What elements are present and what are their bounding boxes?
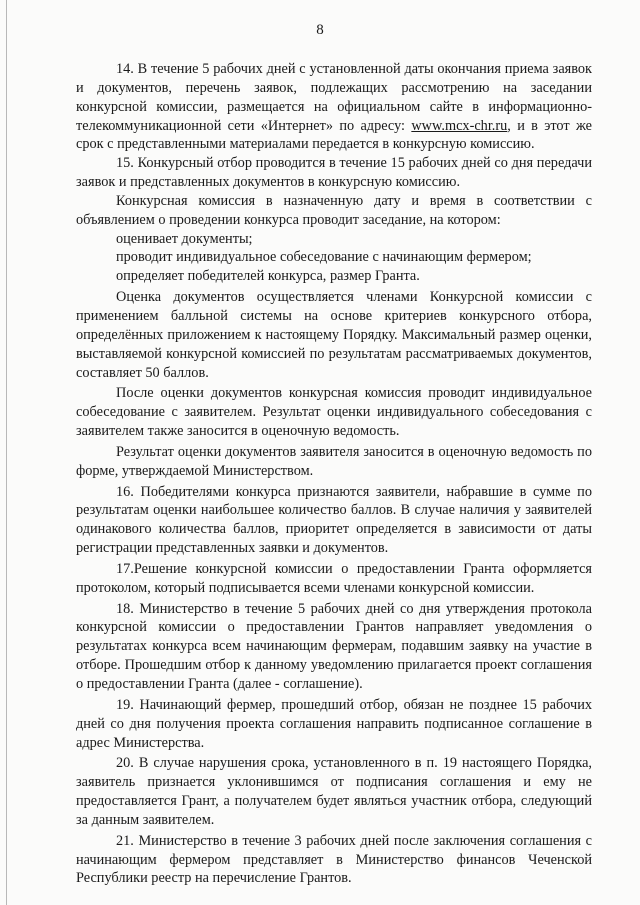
scan-edge bbox=[6, 0, 7, 905]
paragraph-14: 14. В течение 5 рабочих дней с установленной даты окончания приема заявок и документов, перечень заявок, подлежащих рассмотрению на заседании конкурсной комиссии, размещается на официальном сайте в информационно-телекоммуникационной сети «Интернет» по адресу: www.mcx-chr.ru, и в этот же срок с представленными материалами передается в конкурсную комиссию. bbox=[76, 61, 592, 153]
paragraph-interview: После оценки документов конкурсная комиссия проводит индивидуальное собеседование с заявителем. Результат оценки индивидуального собеседования с заявителем также заносится в оценочную ведомость. bbox=[76, 385, 592, 440]
document-body bbox=[76, 60, 592, 888]
paragraph-17: 17.Решение конкурсной комиссии о предоставлении Гранта оформляется протоколом, который подписывается всеми членами конкурсной комиссии. bbox=[76, 560, 592, 596]
page-number: 8 bbox=[316, 22, 324, 38]
paragraph-18: 18. Министерство в течение 5 рабочих дней со дня утверждения протокола конкурсной комиссии о предоставлении Грантов направляет уведомления о результатах конкурса всем начинающим фермерам, подавшим заявку на участие в отборе. Прошедшим отбор к данному уведомлению прилагается проект соглашения о предоставлении Гранта (далее - соглашение). bbox=[76, 600, 592, 692]
paragraph-16: 16. Победителями конкурса признаются заявители, набравшие в сумме по результатам оценки наибольшее количество баллов. В случае наличия у заявителей одинакового количества баллов, приоритет определяется в зависимости от даты регистрации представленных заявки и документов. bbox=[76, 483, 592, 557]
paragraph-15: 15. Конкурсный отбор проводится в течение 15 рабочих дней со дня передачи заявок и представленных документов в конкурсную комиссию. bbox=[76, 155, 592, 191]
paragraph-19: 19. Начинающий фермер, прошедший отбор, обязан не позднее 15 рабочих дней со дня получения проекта соглашения направить подписанное соглашение в адрес Министерства. bbox=[76, 696, 592, 751]
website-link[interactable]: www.mcx-chr.ru bbox=[411, 117, 508, 134]
list-item: определяет победителей конкурса, размер Гранта. bbox=[116, 268, 420, 285]
paragraph-evaluation: Оценка документов осуществляется членами Конкурсной комиссии с применением балльной системы на основе критериев конкурсного отбора, определённых приложением к настоящему Порядку. Максимальный размер оценки, выставляемой конкурсной комиссией по результатам рассматриваемых документов, составляет 50 баллов. bbox=[76, 289, 592, 381]
list-item: проводит индивидуальное собеседование с начинающим фермером; bbox=[116, 249, 532, 266]
paragraph-20: 20. В случае нарушения срока, установленного в п. 19 настоящего Порядка, заявитель признается уклонившимся от подписания соглашения и ему не предоставляется Грант, а получателем будет являться участник отбора, следующий за данным заявителем. bbox=[76, 755, 592, 828]
paragraph-21: 21. Министерство в течение 3 рабочих дней после заключения соглашения с начинающим фермером представляет в Министерство финансов Чеченской Республики реестр на перечисление Грантов. bbox=[76, 832, 592, 887]
list-item: оценивает документы; bbox=[116, 230, 253, 247]
paragraph-result: Результат оценки документов заявителя заносится в оценочную ведомость по форме, утверждаемой Министерством. bbox=[76, 443, 592, 479]
paragraph-commission: Конкурсная комиссия в назначенную дату и время в соответствии с объявлением о проведении конкурса проводит заседание, на котором: bbox=[76, 192, 592, 228]
